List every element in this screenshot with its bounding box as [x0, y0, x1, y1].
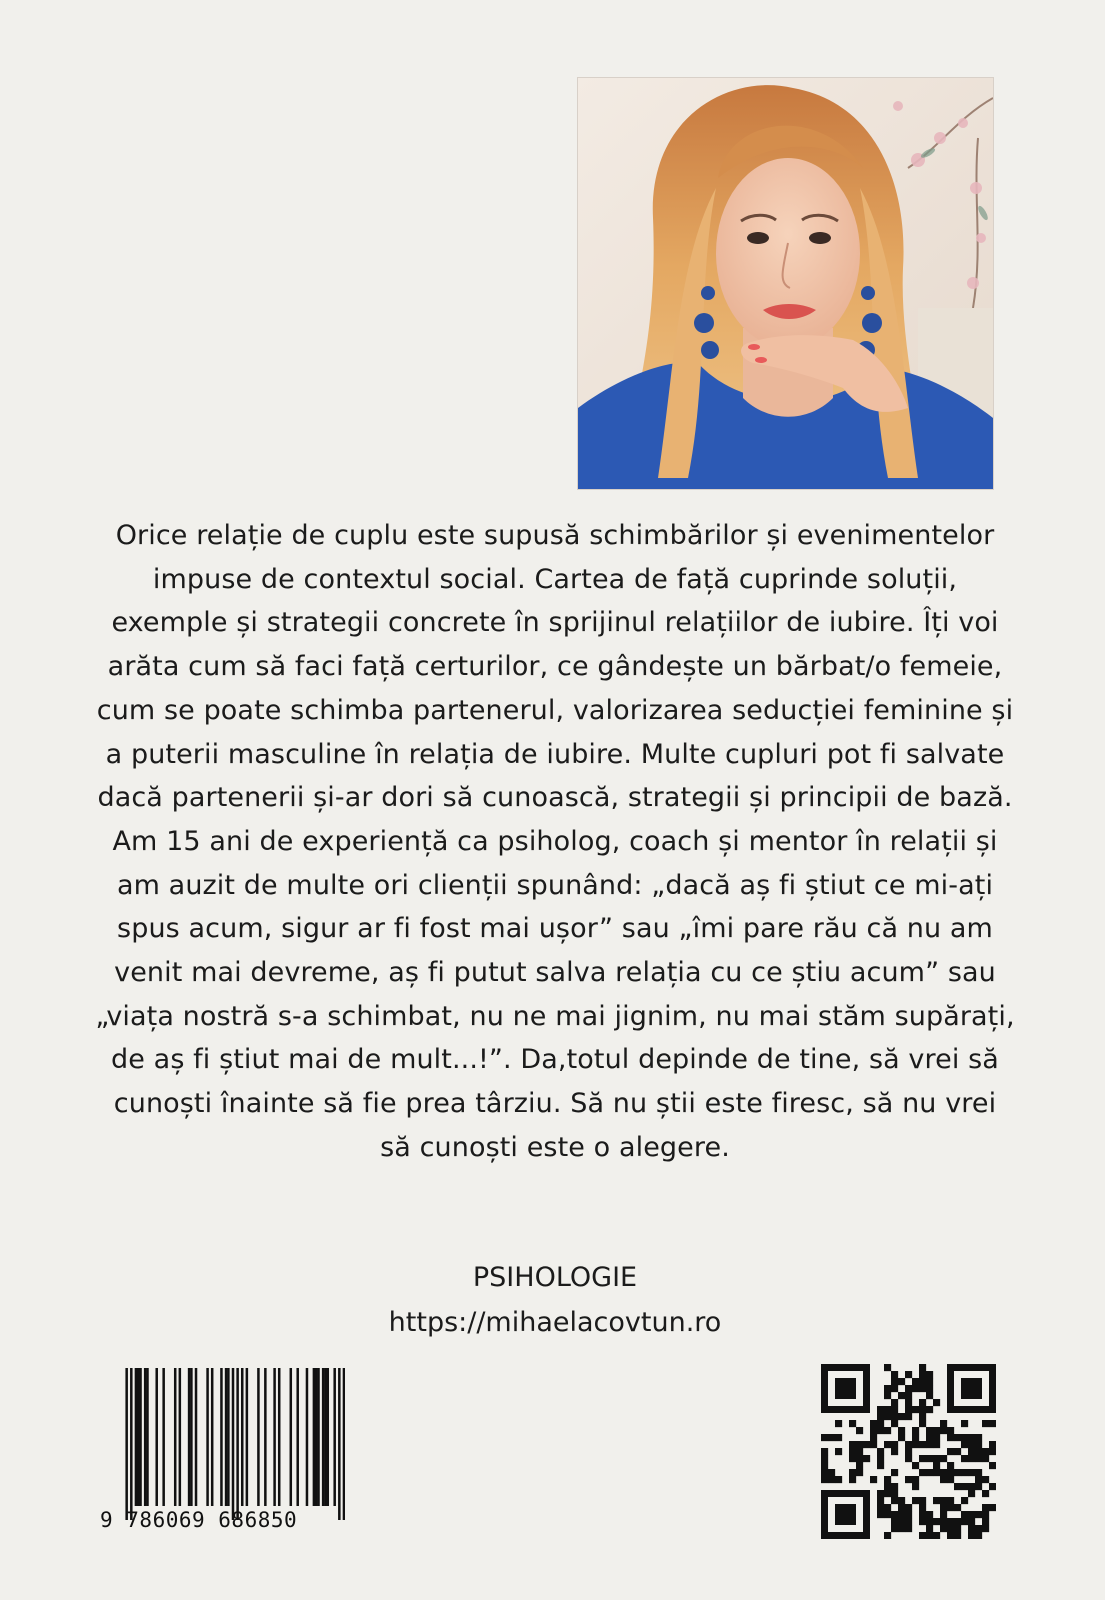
- qr-module: [933, 1455, 940, 1462]
- barcode-bar: [315, 1368, 318, 1506]
- qr-module: [891, 1497, 898, 1504]
- qr-module: [884, 1385, 891, 1392]
- qr-module: [975, 1525, 982, 1532]
- qr-module: [961, 1420, 968, 1427]
- qr-module: [898, 1392, 905, 1399]
- qr-module: [905, 1504, 912, 1511]
- barcode-bar: [241, 1368, 244, 1506]
- qr-module: [877, 1462, 884, 1469]
- qr-module: [919, 1413, 926, 1420]
- barcode-bar: [324, 1368, 327, 1506]
- qr-module: [989, 1483, 996, 1490]
- book-description: [95, 514, 1015, 1170]
- qr-module: [891, 1518, 898, 1525]
- qr-module: [849, 1469, 856, 1476]
- qr-module: [954, 1525, 961, 1532]
- qr-module: [975, 1455, 982, 1462]
- description-text: Orice relație de cuplu este supusă schimbărilor și evenimentelor impuse de contextul social. Cartea de față cuprinde soluții, exemple și strategii concrete în sprijinul relațiilor de iubire. Îți voi arăta cum să faci față certurilor, ce gândește un bărbat/o femeie, cum se poate schimba partenerul, valorizarea seducției feminine și a puterii masculine în relația de iubire. Multe cupluri pot fi salvate dacă partenerii și-ar dori să cunoască, strategii și principii de bază. Am 15 ani de experiență ca psiholog, coach și mentor în relații și am auzit de multe ori clienții spunând: „dacă aș fi știut ce mi-ați spus acum, sigur ar fi fost mai ușor” sau „îmi pare rău că nu am venit mai devreme, aș fi putut salva relația cu ce știu acum” sau „viața nostră s-a schimbat, nu ne mai jignim, nu mai stăm supărați, de aș fi știut mai de mult...!”. Da,totul depinde de tine, să vrei să cunoști înainte să fie prea târziu. Să nu știi este firesc, să nu vrei să cunoști este o alegere.: [95, 520, 1015, 1163]
- qr-code-image: [821, 1364, 996, 1539]
- barcode-bar: [313, 1368, 316, 1506]
- qr-module: [863, 1455, 870, 1462]
- qr-module: [898, 1427, 905, 1434]
- qr-module: [919, 1406, 926, 1413]
- qr-module: [884, 1511, 891, 1518]
- qr-module: [884, 1483, 891, 1490]
- qr-module: [898, 1434, 905, 1441]
- qr-module: [926, 1518, 933, 1525]
- qr-module: [891, 1469, 898, 1476]
- qr-module: [912, 1378, 919, 1385]
- barcode-bar: [135, 1368, 138, 1506]
- qr-module: [919, 1518, 926, 1525]
- qr-module: [933, 1462, 940, 1469]
- qr-module: [849, 1448, 856, 1455]
- qr-module: [947, 1462, 954, 1469]
- qr-module: [989, 1420, 996, 1427]
- qr-module: [954, 1532, 961, 1539]
- qr-module: [919, 1371, 926, 1378]
- qr-module: [968, 1525, 975, 1532]
- qr-module: [891, 1511, 898, 1518]
- qr-module: [954, 1448, 961, 1455]
- qr-module: [961, 1469, 968, 1476]
- barcode-bar: [146, 1368, 149, 1506]
- qr-module: [835, 1448, 842, 1455]
- qr-module: [947, 1448, 954, 1455]
- qr-module: [975, 1511, 982, 1518]
- qr-module: [982, 1476, 989, 1483]
- qr-module: [989, 1504, 996, 1511]
- author-portrait: [577, 77, 994, 490]
- qr-module: [968, 1469, 975, 1476]
- qr-module: [954, 1469, 961, 1476]
- qr-module: [947, 1518, 954, 1525]
- qr-module: [947, 1476, 954, 1483]
- qr-module: [898, 1497, 905, 1504]
- qr-module: [821, 1462, 828, 1469]
- qr-module: [947, 1469, 954, 1476]
- qr-module: [891, 1490, 898, 1497]
- barcode-bar: [317, 1368, 320, 1506]
- qr-module: [891, 1420, 898, 1427]
- qr-module: [870, 1427, 877, 1434]
- qr-module: [926, 1427, 933, 1434]
- qr-module: [870, 1434, 877, 1441]
- qr-module: [884, 1476, 891, 1483]
- qr-module: [968, 1511, 975, 1518]
- qr-module: [919, 1455, 926, 1462]
- qr-module: [982, 1511, 989, 1518]
- qr-module: [905, 1392, 912, 1399]
- qr-module: [982, 1420, 989, 1427]
- qr-module: [919, 1469, 926, 1476]
- qr-module: [947, 1504, 954, 1511]
- qr-module: [989, 1441, 996, 1448]
- qr-module: [968, 1483, 975, 1490]
- qr-module: [919, 1364, 926, 1371]
- qr-module: [905, 1406, 912, 1413]
- qr-module: [905, 1476, 912, 1483]
- barcode-bar: [139, 1368, 142, 1506]
- qr-module: [877, 1413, 884, 1420]
- qr-module: [947, 1525, 954, 1532]
- barcode-bar: [162, 1368, 165, 1506]
- qr-module: [968, 1434, 975, 1441]
- qr-module: [919, 1497, 926, 1504]
- qr-module: [982, 1448, 989, 1455]
- qr-module: [926, 1371, 933, 1378]
- qr-module: [912, 1427, 919, 1434]
- qr-module: [912, 1441, 919, 1448]
- qr-module: [905, 1448, 912, 1455]
- qr-module: [912, 1483, 919, 1490]
- qr-module: [926, 1469, 933, 1476]
- qr-module: [905, 1413, 912, 1420]
- barcode-bar: [211, 1368, 214, 1506]
- qr-module: [961, 1497, 968, 1504]
- qr-module: [856, 1455, 863, 1462]
- qr-module: [954, 1504, 961, 1511]
- qr-module: [898, 1504, 905, 1511]
- qr-module: [912, 1406, 919, 1413]
- qr-module: [891, 1385, 898, 1392]
- qr-module: [905, 1525, 912, 1532]
- barcode-bar: [322, 1368, 325, 1506]
- qr-module: [877, 1455, 884, 1462]
- qr-module: [947, 1434, 954, 1441]
- barcode-bar: [174, 1368, 177, 1506]
- barcode-bar: [144, 1368, 147, 1506]
- barcode-bar: [155, 1368, 158, 1506]
- author-photo-image: [578, 78, 993, 489]
- qr-module: [926, 1406, 933, 1413]
- qr-module: [912, 1462, 919, 1469]
- qr-module: [933, 1399, 940, 1406]
- qr-module: [884, 1427, 891, 1434]
- qr-module: [926, 1385, 933, 1392]
- qr-module: [933, 1469, 940, 1476]
- qr-module: [989, 1462, 996, 1469]
- qr-module: [905, 1385, 912, 1392]
- barcode-bar: [264, 1368, 267, 1506]
- qr-module: [856, 1469, 863, 1476]
- qr-module: [828, 1476, 835, 1483]
- qr-module: [961, 1434, 968, 1441]
- qr-module: [891, 1441, 898, 1448]
- qr-module: [961, 1518, 968, 1525]
- qr-module: [856, 1427, 863, 1434]
- qr-module: [877, 1504, 884, 1511]
- qr-finder-pattern: [821, 1490, 870, 1539]
- qr-module: [891, 1371, 898, 1378]
- qr-module: [940, 1469, 947, 1476]
- qr-module: [856, 1441, 863, 1448]
- qr-module: [856, 1448, 863, 1455]
- qr-module: [884, 1441, 891, 1448]
- qr-module: [905, 1455, 912, 1462]
- qr-module: [919, 1504, 926, 1511]
- qr-module: [884, 1392, 891, 1399]
- qr-module: [933, 1427, 940, 1434]
- qr-module: [870, 1441, 877, 1448]
- isbn-barcode: [100, 1368, 345, 1520]
- qr-module: [968, 1448, 975, 1455]
- qr-module: [877, 1490, 884, 1497]
- qr-module: [856, 1462, 863, 1469]
- qr-module: [835, 1434, 842, 1441]
- qr-module: [933, 1434, 940, 1441]
- qr-module: [982, 1504, 989, 1511]
- qr-module: [919, 1420, 926, 1427]
- barcode-bar: [257, 1368, 260, 1506]
- qr-code[interactable]: [821, 1364, 996, 1539]
- qr-module: [891, 1525, 898, 1532]
- barcode-bar: [343, 1368, 345, 1520]
- qr-module: [933, 1497, 940, 1504]
- qr-module: [849, 1420, 856, 1427]
- qr-module: [849, 1476, 856, 1483]
- qr-finder-pattern: [821, 1364, 870, 1413]
- qr-module: [877, 1406, 884, 1413]
- qr-module: [877, 1497, 884, 1504]
- qr-module: [898, 1413, 905, 1420]
- barcode-bar: [227, 1368, 230, 1506]
- qr-module: [954, 1434, 961, 1441]
- qr-module: [828, 1434, 835, 1441]
- qr-module: [821, 1455, 828, 1462]
- qr-module: [828, 1469, 835, 1476]
- qr-module: [940, 1497, 947, 1504]
- qr-module: [884, 1532, 891, 1539]
- qr-module: [898, 1511, 905, 1518]
- qr-module: [926, 1532, 933, 1539]
- qr-module: [968, 1455, 975, 1462]
- qr-module: [940, 1420, 947, 1427]
- qr-module: [933, 1532, 940, 1539]
- qr-module: [933, 1518, 940, 1525]
- qr-module: [947, 1427, 954, 1434]
- qr-module: [940, 1511, 947, 1518]
- qr-module: [961, 1511, 968, 1518]
- qr-module: [884, 1413, 891, 1420]
- qr-module: [989, 1448, 996, 1455]
- barcode-bar: [125, 1368, 128, 1520]
- qr-module: [940, 1427, 947, 1434]
- qr-module: [891, 1399, 898, 1406]
- qr-module: [968, 1532, 975, 1539]
- qr-module: [898, 1518, 905, 1525]
- qr-module: [968, 1490, 975, 1497]
- qr-module: [898, 1378, 905, 1385]
- qr-module: [898, 1525, 905, 1532]
- barcode-image: [100, 1368, 345, 1520]
- qr-module: [968, 1441, 975, 1448]
- qr-module: [905, 1518, 912, 1525]
- barcode-bar: [246, 1368, 249, 1506]
- website-link[interactable]: https://mihaelacovtun.ro: [388, 1307, 722, 1338]
- qr-module: [947, 1497, 954, 1504]
- qr-module: [905, 1399, 912, 1406]
- qr-module: [919, 1378, 926, 1385]
- qr-module: [919, 1532, 926, 1539]
- qr-module: [877, 1427, 884, 1434]
- qr-module: [940, 1525, 947, 1532]
- qr-module: [975, 1448, 982, 1455]
- qr-module: [870, 1476, 877, 1483]
- barcode-bar: [130, 1368, 133, 1520]
- barcode-bar: [273, 1368, 276, 1506]
- qr-module: [982, 1455, 989, 1462]
- qr-module: [926, 1525, 933, 1532]
- qr-module: [947, 1532, 954, 1539]
- qr-module: [884, 1504, 891, 1511]
- qr-module: [884, 1364, 891, 1371]
- qr-module: [863, 1441, 870, 1448]
- barcode-bar: [225, 1368, 228, 1506]
- qr-module: [940, 1518, 947, 1525]
- qr-module: [912, 1476, 919, 1483]
- qr-module: [919, 1399, 926, 1406]
- qr-module: [905, 1441, 912, 1448]
- isbn-number: 9 786069 686850: [100, 1508, 298, 1532]
- qr-module: [877, 1511, 884, 1518]
- qr-module: [835, 1476, 842, 1483]
- qr-module: [912, 1434, 919, 1441]
- qr-module: [954, 1518, 961, 1525]
- qr-module: [954, 1483, 961, 1490]
- barcode-bar: [290, 1368, 293, 1506]
- qr-module: [877, 1448, 884, 1455]
- barcode-bar: [236, 1368, 239, 1520]
- qr-module: [961, 1441, 968, 1448]
- qr-module: [926, 1392, 933, 1399]
- barcode-bar: [232, 1368, 235, 1520]
- barcode-bar: [188, 1368, 191, 1506]
- qr-module: [891, 1448, 898, 1455]
- barcode-bar: [220, 1368, 223, 1506]
- qr-module: [912, 1497, 919, 1504]
- qr-module: [891, 1413, 898, 1420]
- qr-module: [849, 1455, 856, 1462]
- qr-module: [891, 1483, 898, 1490]
- barcode-bar: [137, 1368, 140, 1506]
- qr-module: [975, 1469, 982, 1476]
- qr-module: [919, 1441, 926, 1448]
- genre-label: PSIHOLOGIE: [472, 1262, 638, 1293]
- qr-module: [975, 1441, 982, 1448]
- qr-module: [933, 1441, 940, 1448]
- barcode-bar: [338, 1368, 341, 1520]
- qr-module: [940, 1504, 947, 1511]
- barcode-bar: [306, 1368, 309, 1506]
- qr-module: [905, 1511, 912, 1518]
- qr-module: [940, 1476, 947, 1483]
- qr-module: [821, 1469, 828, 1476]
- qr-module: [975, 1434, 982, 1441]
- qr-module: [884, 1406, 891, 1413]
- qr-module: [926, 1455, 933, 1462]
- barcode-bar: [278, 1368, 281, 1506]
- qr-module: [982, 1490, 989, 1497]
- qr-module: [926, 1441, 933, 1448]
- qr-module: [919, 1511, 926, 1518]
- qr-module: [926, 1378, 933, 1385]
- qr-module: [905, 1371, 912, 1378]
- qr-module: [975, 1532, 982, 1539]
- barcode-bar: [190, 1368, 193, 1506]
- qr-module: [975, 1476, 982, 1483]
- barcode-bar: [179, 1368, 182, 1506]
- qr-module: [975, 1483, 982, 1490]
- qr-module: [821, 1448, 828, 1455]
- qr-finder-pattern: [947, 1364, 996, 1413]
- qr-module: [849, 1441, 856, 1448]
- barcode-bar: [195, 1368, 198, 1506]
- barcode-bar: [206, 1368, 209, 1506]
- qr-module: [821, 1434, 828, 1441]
- qr-module: [926, 1434, 933, 1441]
- qr-module: [912, 1385, 919, 1392]
- qr-module: [821, 1476, 828, 1483]
- barcode-bar: [327, 1368, 330, 1506]
- qr-module: [835, 1420, 842, 1427]
- qr-module: [884, 1490, 891, 1497]
- qr-module: [982, 1525, 989, 1532]
- qr-module: [926, 1511, 933, 1518]
- qr-module: [961, 1455, 968, 1462]
- qr-module: [891, 1378, 898, 1385]
- qr-module: [968, 1518, 975, 1525]
- qr-module: [870, 1420, 877, 1427]
- qr-module: [940, 1455, 947, 1462]
- barcode-bar: [333, 1368, 336, 1506]
- barcode-bar: [296, 1368, 299, 1506]
- qr-module: [982, 1518, 989, 1525]
- qr-module: [891, 1406, 898, 1413]
- qr-module: [877, 1420, 884, 1427]
- qr-module: [919, 1385, 926, 1392]
- qr-module: [961, 1483, 968, 1490]
